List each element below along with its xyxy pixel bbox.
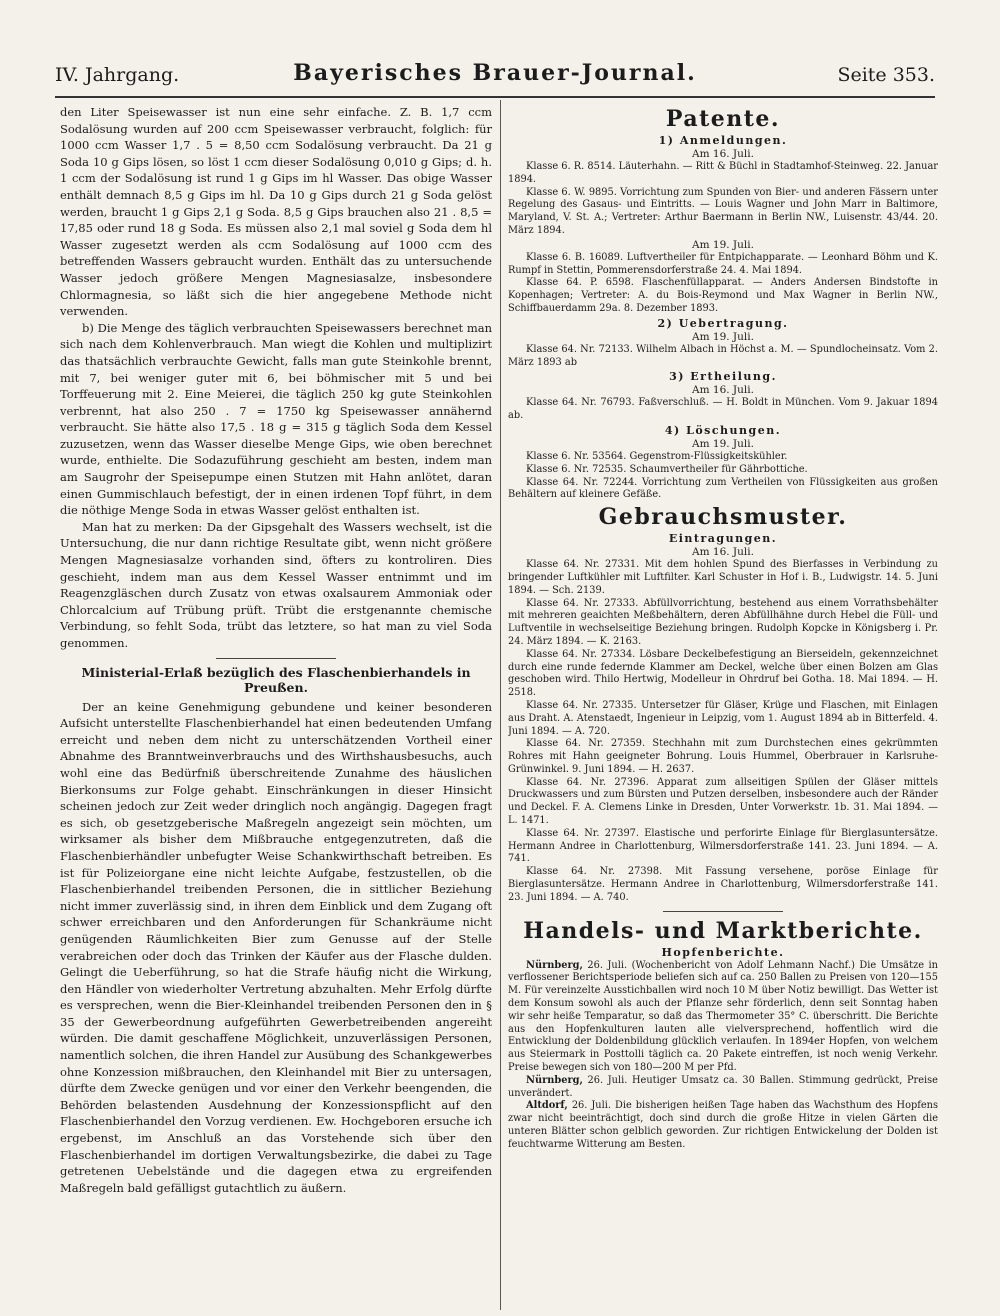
patent-entry: Klasse 64. Nr. 76793. Faßverschluß. — H. Boldt in München. Vom 9. Jakuar 1894 ab. bbox=[508, 397, 938, 422]
market-report bbox=[508, 1100, 938, 1151]
date-line: Am 16. Juli. bbox=[692, 384, 754, 397]
report-place: Nürnberg, bbox=[526, 1074, 583, 1086]
soda-calculation-paragraph: den Liter Speisewasser ist nun eine sehr einfache. Z. B. 1,7 ccm Sodalösung wurden auf 200 ccm Speisewasser verbraucht, folglich: für 1000 ccm Wasser 1,7 . 5 = 8,50 ccm Sodalösung verbraucht. Da 21 g Soda 10 g Gips lösen, so löst 1 ccm dieser Sodalösung 0,010 g Gips; d. h. 1 ccm der Sodalösung ist rund 1 g Gips im hl Wasser. Das obige Wasser enthält demnach 8,5 g Gips im hl. Da 10 g Gips durch 21 g Soda gelöst werden, braucht 1 g Gips 2,1 g Soda. 8,5 g Gips brauchen also 21 . 8,5 = 17,85 oder rund 18 g Soda. Es müssen also 2,1 mal soviel g Soda dem hl Wasser zugesetzt werden als ccm Sodalösung auf 1000 ccm des betreffenden Wassers gebraucht wurden. Enthält das zu untersuchende Wasser jedoch größere Mengen Magnesiasalze, insbesondere Chlormagnesia, so läßt sich die hier angegebene Methode nicht verwenden. bbox=[60, 105, 492, 319]
note-paragraph: Man hat zu merken: Da der Gipsgehalt des Wassers wechselt, ist die Untersuchung, die nur dann richtige Resultate gibt, wenn nicht größere Mengen Magnesiasalze vorhanden sind, öfters zu kontroliren. Dies geschieht, indem man aus dem Kessel Wasser entnimmt und im Reagenzgläschen durch Zusatz von etwas oxalsaurem Ammoniak oder Chlorcalcium auf Trübung prüft. Trübt die erstgenannte chemische Verbindung, so fehlt Soda, trübt das letztere, so hat man zu viel Soda genommen. bbox=[60, 519, 492, 650]
utility-model-entry: Klasse 64. Nr. 27335. Untersetzer für Gläser, Krüge und Flaschen, mit Einlagen aus Draht. A. Atenstaedt, Ingenieur in Leipzig, vom 1. August 1894 ab in Bitterfeld. 4. Juni 1894. — A. 720. bbox=[508, 699, 938, 737]
eintragungen-title: Eintragungen. bbox=[668, 532, 778, 546]
utility-model-entry: Klasse 64. Nr. 27396. Apparat zum allseitigen Spülen der Gläser mittels Druckwassers und zum Bürsten und Putzen derselben, insbesondere auch der Ränder und Deckel. F. A. Clemens Linke in Dresden, Unter Vorwerkstr. 1b. 31. Mai 1894. — L. 1471. bbox=[508, 776, 938, 827]
patent-entry: Klasse 6. Nr. 72535. Schaumvertheiler für Gährbottiche. bbox=[526, 463, 808, 475]
market-report bbox=[508, 1075, 938, 1101]
utility-model-entry: Klasse 64. Nr. 27333. Abfüllvorrichtung, bestehend aus einem Vorrathsbehälter mit mehreren geaichten Meßbehältern, deren Abfüllhähne durch Hebel die Füll- und Luftventile in wechselseitige Beziehung bringen. Rudolph Kopcke in Königsberg i. Pr. 24. März 1894. — K. 2163. bbox=[508, 597, 938, 647]
patent-entry: Klasse 6. W. 9895. Vorrichtung zum Spunden von Bier- und anderen Fässern unter Regelung des Gasaus- und Eintritts. — Louis Wagner und John Marr in Baltimore, Maryland, V. St. A.; Vertreter: Arthur Baermann in Berlin NW., Luisenstr. 43/44. 20. März 1894. bbox=[508, 186, 938, 236]
market-report bbox=[508, 960, 938, 1075]
utility-model-entry: Klasse 64. Nr. 27359. Stechhahn mit zum Durchstechen eines gekrümmten Rohres mit Hahn geeigneter Bohrung. Louis Hummel, Oberbrauer in Karlsruhe-Grünwinkel. 9. Juni 1894. — H. 2637. bbox=[508, 738, 938, 775]
date-line: Am 16. Juli. bbox=[692, 546, 754, 559]
patent-entry: Klasse 6. R. 8514. Läuterhahn. — Ritt & Büchl in Stadtamhof-Steinweg. 22. Januar 1894. bbox=[508, 161, 938, 185]
date-line: Am 19. Juli. bbox=[692, 437, 754, 450]
date-line: Am 16. Juli. bbox=[692, 148, 754, 160]
journal-title: Bayerisches Brauer-Journal. bbox=[293, 60, 697, 86]
volume-label: IV. Jahrgang. bbox=[55, 64, 180, 86]
utility-model-entry: Klasse 64. Nr. 27331. Mit dem hohlen Spund des Bierfasses in Verbindung zu bringender Luftkühler mit Luftfilter. Karl Schuster in Hof i. B., Ludwigstr. 14. 5. Juni 1894. — Sch. 2139. bbox=[508, 559, 938, 596]
header-rule bbox=[55, 96, 935, 98]
report-text: 26. Juli. Heutiger Umsatz ca. 30 Ballen. Stimmung gedrückt, Preise unverändert. bbox=[508, 1074, 938, 1099]
left-column bbox=[60, 104, 492, 1304]
section-separator bbox=[663, 911, 783, 912]
date-line: Am 19. Juli. bbox=[692, 238, 754, 251]
utility-model-entry: Klasse 64. Nr. 27334. Lösbare Deckelbefestigung an Bierseideln, gekennzeichnet durch eine runde federnde Klammer am Deckel, welche über einen Bolzen am Glas geschoben wird. Thilo Hertwig, Modelleur in Ohrdruf bei Gotha. 18. Mai 1894. — H. 2518. bbox=[508, 648, 938, 699]
page-number: Seite 353. bbox=[837, 64, 935, 86]
patent-entry: Klasse 64. Nr. 72133. Wilhelm Albach in Höchst a. M. — Spundlocheinsatz. Vom 2. März 1893 ab bbox=[508, 343, 938, 368]
section-separator bbox=[216, 658, 336, 659]
feedwater-paragraph: b) Die Menge des täglich verbrauchten Speisewassers berechnet man sich nach dem Kohlenverbrauch. Man wiegt die Kohlen und multiplizirt das thatsächlich verbrauchte Gewicht, falls man gute Steinkohle brennt, mit 7, bei weniger guter mit 6, bei böhmischer mit 5 und bei Torffeuerung mit 2. Eine Meierei, die täglich 250 kg gute Steinkohlen verbrennt, hat also 250 . 7 = 1750 kg Speisewasser annähernd verbraucht. Sie hätte also 17,5 . 18 g = 315 g täglich Soda dem Kessel zuzusetzen, wenn das Wasser dieselbe Menge Gips, wie oben berechnet wurde, enthielte. Die Sodazuführung geschieht am besten, indem man am Saugrohr der Speisepumpe einen Stutzen mit Hahn anlötet, daran einen Gummischlauch befestigt, der in einen irdenen Topf führt, in dem die nöthige Menge Soda in etwas Wasser gelöst enthalten ist. bbox=[60, 320, 492, 518]
patent-entry: Klasse 6. Nr. 53564. Gegenstrom-Flüssigkeitskühler. bbox=[526, 450, 788, 462]
patent-entry: Klasse 64. Nr. 72244. Vorrichtung zum Vertheilen von Flüssigkeiten aus großen Behältern auf kleinere Gefäße. bbox=[508, 476, 938, 501]
utility-model-entry: Klasse 64. Nr. 27397. Elastische und perforirte Einlage für Bierglasuntersätze. Hermann Andree in Charlottenburg, Wilmersdorferstraße 141. 23. Juni 1894. — A. 741. bbox=[508, 827, 938, 865]
hop-reports-title: Hopfenberichte. bbox=[661, 945, 785, 959]
anmeldungen-title: 1) Anmeldungen. bbox=[658, 134, 788, 147]
column-divider bbox=[500, 100, 501, 1310]
ertheilung-title: 3) Ertheilung. bbox=[669, 370, 777, 384]
report-place: Altdorf, bbox=[526, 1100, 568, 1112]
decree-paragraph: Der an keine Genehmigung gebundene und keiner besonderen Aufsicht unterstellte Flaschenbierhandel hat einen bedeutenden Umfang erreicht und neben dem nicht zu unterschätzenden Vortheil einer Abnahme des Branntweinverbrauchs und des Wirthshausbesuchs, auch wohl eine das Bedürfniß überschreitende Zunahme des häuslichen Bierkonsums zur Folge gehabt. Einschränkungen in dieser Hinsicht scheinen jedoch zur Zeit weder dringlich noch angängig. Dagegen fragt es sich, ob gesetzgeberische Maßregeln angezeigt sein möchten, um wirksamer als bisher dem Mißbrauche entgegenzutreten, daß die Flaschenbierhändler unbefugter Weise Schankwirthschaft betreiben. Es ist für Polizeiorgane eine nicht leichte Aufgabe, festzustellen, ob die Flaschenbierhandel treibenden Personen, die in sittlicher Beziehung nicht immer zuverlässig sind, in ihren dem Einblick und dem Zugang oft schwer erreichbaren und den Anforderungen für Schankräume nicht genügenden Räumlichkeiten Bier zum Genusse auf der Stelle verabreichen oder doch das Trinken der Käufer aus der Flasche dulden. Gelingt die Ueberführung, so hat die Strafe häufig nicht die Wirkung, den Händler von wiederholter Vertretung abzuhalten. Mehr Erfolg dürfte es versprechen, wenn die Bier-Kleinhandel treibenden Personen den in § 35 der Gewerbeordnung aufgeführten Gewerbetreibenden angereiht würden. Die damit geschaffene Möglichkeit, unzuverlässigen Personen, namentlich solchen, die ihren Handel zur Ausübung des Schankgewerbes ohne Konzession mißbrauchen, den Kleinhandel mit Bier zu untersagen, dürfte dem Zwecke genügen und vor einer den Verkehr beengenden, die Behörden belastenden Ausdehnung der Konzessionspflicht auf den Flaschenbierhandel den Vorzug verdienen. Ew. Hochgeboren ersuche ich ergebenst, im Anschluß an das Vorstehende sich über den Flaschenbierhandel im dortigen Verwaltungsbezirke, die dabei zu Tage getretenen Uebelstände und die dagegen etwa zu ergreifenden Maßregeln bald gefälligst gutachtlich zu äußern. bbox=[60, 699, 492, 1195]
article-heading: Ministerial-Erlaß bezüglich des Flaschenbierhandels in Preußen. bbox=[81, 664, 471, 695]
gebrauchsmuster-title: Gebrauchsmuster. bbox=[598, 504, 848, 531]
right-column bbox=[508, 104, 938, 1309]
patent-entry: Klasse 6. B. 16089. Luftvertheiler für Entpichapparate. — Leonhard Böhm und K. Rumpf in Stettin, Pommerensdorferstraße 24. 4. Mai 1894. bbox=[508, 251, 938, 276]
uebertragung-title: 2) Uebertragung. bbox=[657, 316, 789, 330]
report-text: 26. Juli. Die bisherigen heißen Tage haben das Wachsthum des Hopfens zwar nicht beeinträchtigt, doch sind durch die große Hitze in vielen Gärten die unteren Blätter schon gelblich geworden. Zur richtigen Entwickelung der Dolden ist feuchtwarme Witterung am Besten. bbox=[508, 1100, 938, 1150]
patente-title: Patente. bbox=[665, 106, 781, 132]
loeschungen-title: 4) Löschungen. bbox=[664, 423, 782, 437]
report-text: 26. Juli. (Wochenbericht von Adolf Lehmann Nachf.) Die Umsätze in verflossener Berichtsperiode beliefen sich auf ca. 250 Ballen zu Preisen von 120—155 M. Für vereinzelte Ausstichballen wird noch 10 M über Notiz bewilligt. Das Wetter ist dem Konsum sowohl als auch der Pflanze sehr förderlich, denn seit Sonntag haben wir sehr heiße Temparatur, so daß das Thermometer 35° C. überschritt. Die Berichte aus den Hopfenkulturen lauten alle vielversprechend, hoffentlich wird die Entwicklung der Doldenbildung glücklich verlaufen. In 1894er Hopfen, von welchem aus Steiermark in Posttolli täglich ca. 20 Pakete eintreffen, ist noch wenig Verkehr. Preise bewegen sich von 180—200 M per Pfd. bbox=[508, 959, 938, 1074]
date-line: Am 19. Juli. bbox=[692, 330, 754, 343]
page-header bbox=[55, 60, 935, 90]
patent-entry: Klasse 64. P. 6598. Flaschenfüllapparat. — Anders Andersen Bindstofte in Kopenhagen; Vertreter: A. du Bois-Reymond und Max Wagner in Berlin NW., Schiffbauerdamm 29a. 8. Dezember 1893. bbox=[508, 277, 938, 314]
report-place: Nürnberg, bbox=[526, 959, 583, 971]
utility-model-entry: Klasse 64. Nr. 27398. Mit Fassung versehene, poröse Einlage für Bierglasuntersätze. Hermann Andree in Charlottenburg, Wilmersdorferstraße 141. 23. Juni 1894. — A. 740. bbox=[508, 866, 938, 903]
market-reports-title: Handels- und Marktberichte. bbox=[523, 917, 923, 944]
